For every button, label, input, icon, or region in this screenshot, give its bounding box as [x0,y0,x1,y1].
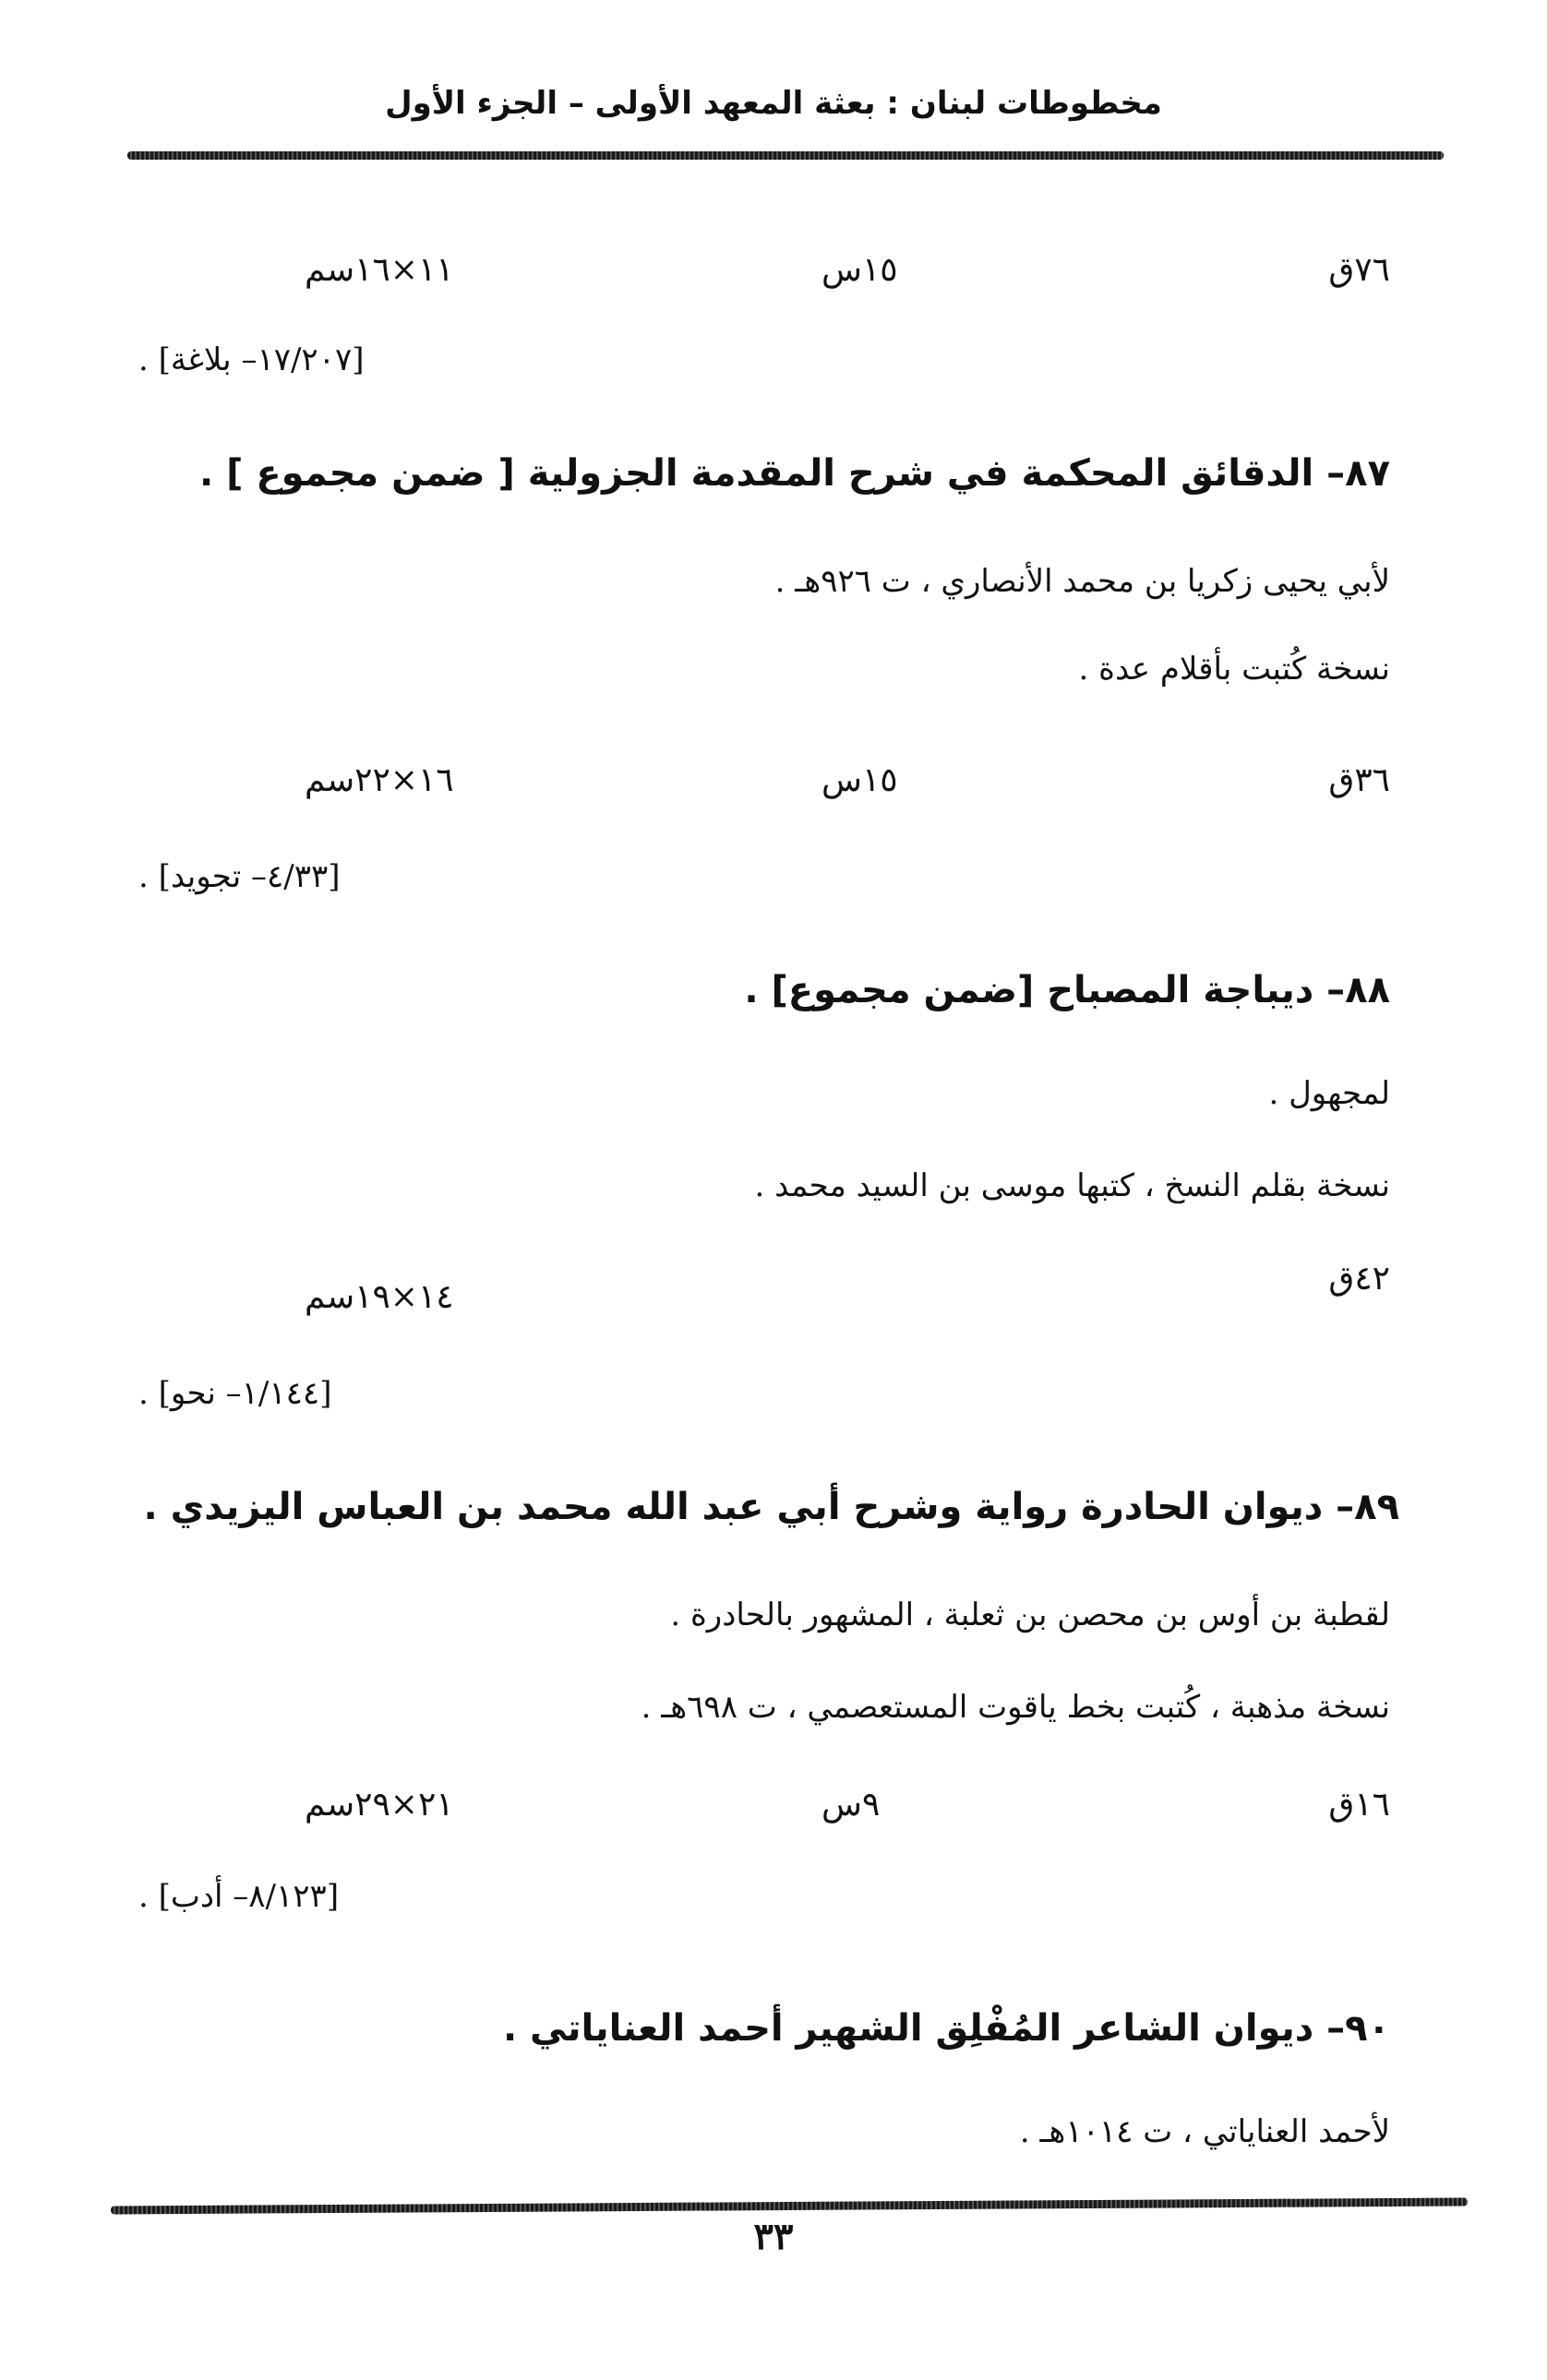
physical-description-row [305,251,1390,297]
entry-author-87: لأبي يحيى زكريا بن محمد الأنصاري ، ت ٩٢٦هـ . [774,563,1390,600]
folio-count: ١٦ق [1328,1786,1390,1824]
page-number: ٣٣ [753,2215,794,2258]
page-size: ١٤×١٩سم [305,1278,454,1316]
shelfmark-88: [١/١٤٤– نحو] . [138,1375,332,1412]
shelfmark-89: [٨/١٢٣– أدب] . [138,1878,340,1915]
shelfmark-87: [٤/٣٣– تجويد] . [138,858,341,895]
folio-count: ٤٢ق [1328,1260,1390,1298]
physical-description-row-88 [305,1260,1390,1324]
physical-description-row-89 [305,1786,1390,1832]
page-size: ٢١×٢٩سم [305,1786,454,1824]
entry-author-90: لأحمد العناياتي ، ت ١٠١٤هـ . [1019,2113,1390,2150]
entry-description-87: نسخة كُتبت بأقلام عدة . [1078,651,1390,688]
shelfmark: [١٧/٢٠٧– بلاغة] . [138,341,365,378]
entry-description-89: نسخة مذهبة ، كُتبت بخط ياقوت المستعصمي ، ت ٦٩٨هـ . [641,1689,1390,1726]
entry-title-87: ٨٧– الدقائق المحكمة في شرح المقدمة الجزولية [ ضمن مجموع ] . [199,452,1390,495]
footer-rule [111,2198,1468,2215]
entry-description-88: نسخة بقلم النسخ ، كتبها موسى بن السيد محمد . [754,1167,1390,1204]
line-count: ١٥س [821,251,898,289]
physical-description-row-87 [305,761,1390,807]
line-count: ١٥س [821,761,898,799]
entry-author-88: لمجهول . [1268,1075,1390,1112]
entry-title-88: ٨٨– ديباجة المصباح [ضمن مجموع] . [744,969,1390,1011]
running-header-title: مخطوطات لبنان : بعثة المعهد الأولى – الجزء الأول [385,85,1162,122]
page-size: ١٦×٢٢سم [305,761,454,799]
line-count: ٩س [821,1786,881,1824]
entry-title-90: ٩٠– ديوان الشاعر المُفْلِق الشهير أحمد العناياتي . [502,2007,1390,2050]
entry-author-89: لقطبة بن أوس بن محصن بن ثعلبة ، المشهور بالحادرة . [670,1597,1390,1633]
header-rule [127,151,1444,160]
folio-count: ٣٦ق [1328,761,1390,799]
page-size: ١١×١٦سم [305,251,454,289]
entry-title-89: ٨٩– ديوان الحادرة رواية وشرح أبي عبد الله محمد بن العباس اليزيدي . [143,1486,1399,1528]
folio-count: ٧٦ق [1328,251,1390,289]
